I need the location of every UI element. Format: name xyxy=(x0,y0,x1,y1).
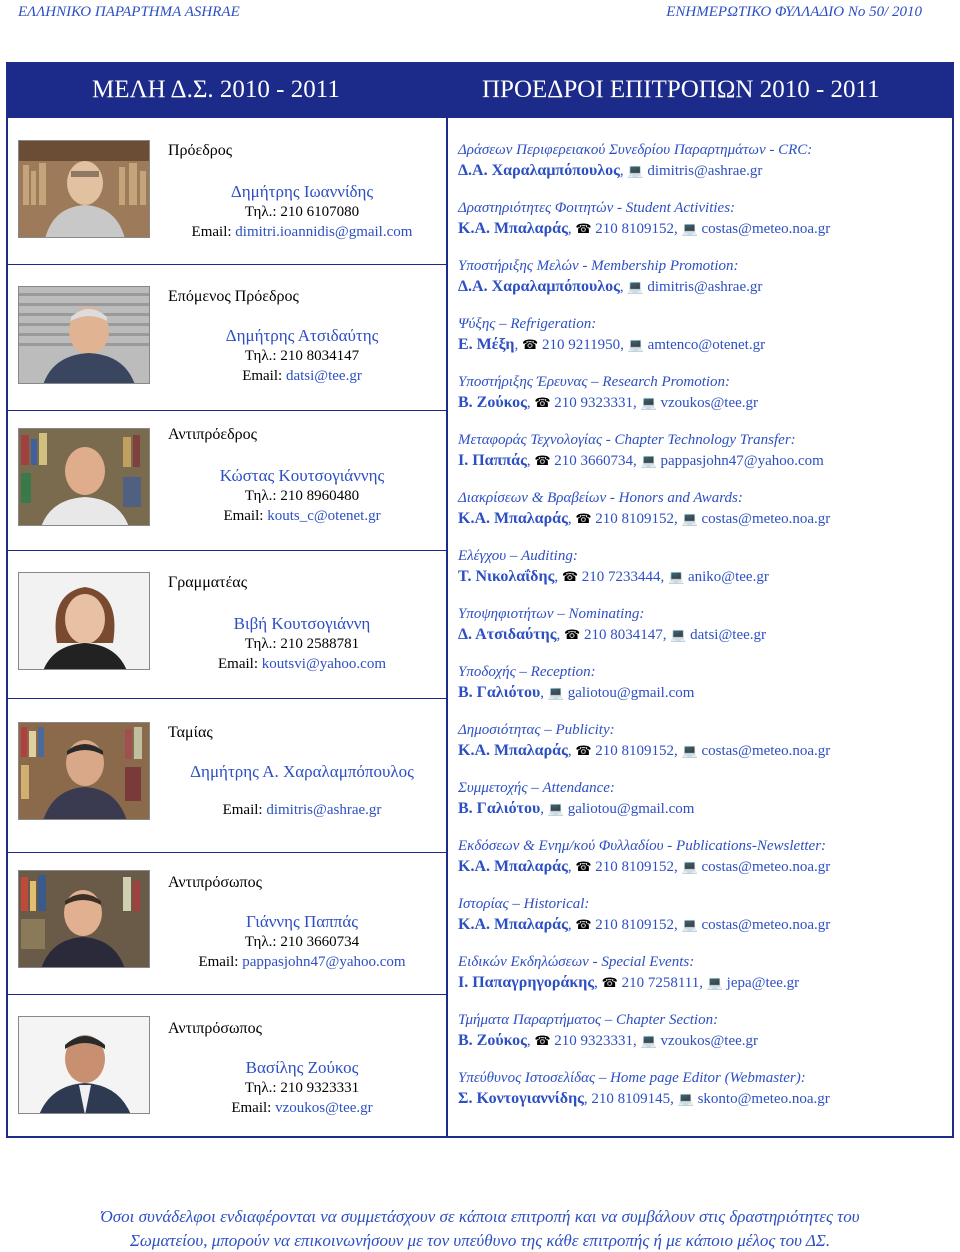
member-role: Επόμενος Πρόεδρος xyxy=(168,288,299,305)
member-photo xyxy=(18,572,150,670)
committee-entry xyxy=(458,778,948,821)
committee-phone: 210 7233444 xyxy=(581,569,661,585)
committee-contact: Ι. Παπαγρηγοράκης, ☎ 210 7258111, 💻 jepa@tee.gr xyxy=(458,974,800,991)
member-phone xyxy=(168,636,436,653)
committee-contact: Κ.Α. Μπαλαράς, ☎ 210 8109152, 💻 costas@meteo.noa.gr xyxy=(458,510,831,527)
computer-icon: 💻 xyxy=(640,396,657,411)
committee-email[interactable]: aniko@tee.gr xyxy=(687,569,769,585)
member-email xyxy=(168,508,436,525)
committee-contact: Δ.Α. Χαραλαμπόπουλος, 💻 dimitris@ashrae.gr xyxy=(458,278,763,295)
committee-entry xyxy=(458,952,948,995)
phone-icon: ☎ xyxy=(575,918,592,933)
committee-email[interactable]: galiotou@gmail.com xyxy=(567,801,695,817)
phone-value: 210 6107080 xyxy=(280,204,360,220)
committee-chair: Ε. Μέξη xyxy=(458,336,515,353)
committee-email[interactable]: vzoukos@tee.gr xyxy=(660,395,759,411)
committee-chair: Κ.Α. Μπαλαράς xyxy=(458,916,568,933)
committee-title: Διακρίσεων & Βραβείων - Honors and Awards: xyxy=(458,490,743,506)
phone-label: Τηλ.: xyxy=(244,934,277,950)
committees-title: ΠΡΟΕΔΡΟΙ ΕΠΙΤΡΟΠΩΝ 2010 - 2011 xyxy=(482,76,880,103)
committee-title: Ιστορίας – Historical: xyxy=(458,896,590,912)
computer-icon: 💻 xyxy=(706,976,723,991)
committee-entry xyxy=(458,546,948,589)
committee-title: Δημοσιότητας – Publicity: xyxy=(458,722,615,738)
email-link[interactable]: koutsvi@yahoo.com xyxy=(261,656,386,672)
phone-value: 210 8034147 xyxy=(280,348,360,364)
committee-title: Τμήματα Παραρτήματος – Chapter Section: xyxy=(458,1012,719,1028)
footer-line-2: Σωματείου, μπορούν να επικοινωνήσουν με τον υπεύθυνο της κάθε επιτροπής ή με κάποιο μέλος του ΔΣ. xyxy=(129,1231,831,1250)
member-representative-2 xyxy=(8,994,446,1136)
email-label: Email: xyxy=(198,954,239,970)
committee-entry xyxy=(458,1068,948,1111)
member-phone xyxy=(168,488,436,505)
committee-entry xyxy=(458,604,948,647)
member-role: Γραμματέας xyxy=(168,574,248,591)
member-phone xyxy=(168,934,436,951)
row-separator xyxy=(8,994,446,995)
phone-icon: ☎ xyxy=(575,512,592,527)
committee-chair: Κ.Α. Μπαλαράς xyxy=(458,220,568,237)
phone-label: Τηλ.: xyxy=(244,204,277,220)
email-link[interactable]: kouts_c@otenet.gr xyxy=(267,508,381,524)
phone-icon: ☎ xyxy=(575,744,592,759)
email-label: Email: xyxy=(231,1100,272,1116)
committee-entry xyxy=(458,1010,948,1053)
member-representative-1 xyxy=(8,852,446,994)
committee-phone: 210 8109152 xyxy=(595,859,675,875)
committee-chair: Ι. Παπαγρηγοράκης xyxy=(458,974,595,991)
member-name: Δημήτρης Ατσιδαύτης xyxy=(225,326,379,345)
committee-contact: Τ. Νικολαΐδης, ☎ 210 7233444, 💻 aniko@tee.gr xyxy=(458,568,769,585)
member-name: Βιβή Κουτσογιάννη xyxy=(233,614,371,633)
phone-icon: ☎ xyxy=(534,1034,551,1049)
email-label: Email: xyxy=(242,368,283,384)
committee-contact: Ε. Μέξη, ☎ 210 9211950, 💻 amtenco@otenet.gr xyxy=(458,336,766,353)
committee-entry xyxy=(458,140,948,183)
phone-icon: ☎ xyxy=(534,454,551,469)
committee-title: Υποψηφιοτήτων – Nominating: xyxy=(458,606,645,622)
member-email xyxy=(168,224,436,241)
committee-phone: 210 9211950 xyxy=(541,337,621,353)
committee-chair: Ι. Παππάς xyxy=(458,452,527,469)
committee-entry xyxy=(458,256,948,299)
committee-contact: Β. Γαλιότου, 💻 galiotou@gmail.com xyxy=(458,800,695,817)
committee-email[interactable]: costas@meteo.noa.gr xyxy=(701,511,831,527)
member-name: Δημήτρης Ιωαννίδης xyxy=(230,182,374,201)
committee-email[interactable]: dimitris@ashrae.gr xyxy=(647,163,763,179)
email-link[interactable]: datsi@tee.gr xyxy=(285,368,362,384)
committee-chair: Β. Ζούκος xyxy=(458,394,527,411)
committee-entry xyxy=(458,894,948,937)
committee-title: Ψύξης – Refrigeration: xyxy=(458,316,597,332)
committee-contact: Β. Γαλιότου, 💻 galiotou@gmail.com xyxy=(458,684,695,701)
committee-chair: Κ.Α. Μπαλαράς xyxy=(458,742,568,759)
row-separator xyxy=(8,852,446,853)
computer-icon: 💻 xyxy=(681,918,698,933)
committee-phone: 210 9323331 xyxy=(554,395,634,411)
committee-title: Δράσεων Περιφερειακού Συνεδρίου Παραρτημάτων - CRC: xyxy=(458,142,813,158)
phone-icon: ☎ xyxy=(521,338,539,353)
committee-title: Υπεύθυνος Ιστοσελίδας – Home page Editor (Webmaster): xyxy=(458,1070,806,1086)
computer-icon: 💻 xyxy=(640,454,657,469)
member-name: Βασίλης Ζούκος xyxy=(245,1058,359,1077)
member-email xyxy=(168,656,436,673)
committee-email[interactable]: galiotou@gmail.com xyxy=(567,685,695,701)
member-name: Δημήτρης Α. Χαραλαμπόπουλος xyxy=(190,762,414,781)
committee-title: Δραστηριότητες Φοιτητών - Student Activities: xyxy=(458,200,736,216)
committee-email[interactable]: pappasjohn47@yahoo.com xyxy=(660,453,824,469)
content-frame xyxy=(6,62,954,1138)
phone-label: Τηλ.: xyxy=(244,1080,277,1096)
committee-contact: Κ.Α. Μπαλαράς, ☎ 210 8109152, 💻 costas@meteo.noa.gr xyxy=(458,220,831,237)
committee-chair: Κ.Α. Μπαλαράς xyxy=(458,510,568,527)
footer-note xyxy=(0,1205,960,1252)
committee-title: Εκδόσεων & Ενημ/κού Φυλλαδίου - Publications-Newsletter: xyxy=(458,838,827,854)
committee-email[interactable]: skonto@meteo.noa.gr xyxy=(697,1091,830,1107)
member-photo xyxy=(18,722,150,820)
committee-entry xyxy=(458,662,948,705)
member-phone xyxy=(168,1080,436,1097)
member-role: Αντιπρόσωπος xyxy=(168,1020,262,1037)
committee-email[interactable]: vzoukos@tee.gr xyxy=(660,1033,759,1049)
member-email xyxy=(168,802,436,819)
email-link[interactable]: pappasjohn47@yahoo.com xyxy=(242,954,406,970)
computer-icon: 💻 xyxy=(627,164,644,179)
committee-email[interactable]: costas@meteo.noa.gr xyxy=(701,917,831,933)
committee-contact: Δ. Ατσιδαύτης, ☎ 210 8034147, 💻 datsi@tee.gr xyxy=(458,626,767,643)
committee-phone: 210 8109145 xyxy=(591,1091,671,1107)
member-treasurer xyxy=(8,698,446,852)
member-photo xyxy=(18,428,150,526)
committee-chair: Β. Ζούκος xyxy=(458,1032,527,1049)
member-role: Αντιπρόεδρος xyxy=(168,426,257,443)
member-name: Κώστας Κουτσογιάννης xyxy=(219,466,385,485)
member-president-elect xyxy=(8,264,446,410)
phone-icon: ☎ xyxy=(601,976,618,991)
member-role: Πρόεδρος xyxy=(168,142,233,159)
phone-value: 210 3660734 xyxy=(280,934,360,950)
committee-contact: Δ.Α. Χαραλαμπόπουλος, 💻 dimitris@ashrae.gr xyxy=(458,162,763,179)
computer-icon: 💻 xyxy=(681,744,698,759)
committee-chair: Σ. Κοντογιαννίδης xyxy=(458,1090,584,1107)
computer-icon: 💻 xyxy=(670,628,687,643)
committee-title: Ειδικών Εκδηλώσεων - Special Events: xyxy=(458,954,695,970)
committee-email[interactable]: datsi@tee.gr xyxy=(690,627,767,643)
committee-email[interactable]: jepa@tee.gr xyxy=(726,975,800,991)
member-secretary xyxy=(8,550,446,698)
member-photo xyxy=(18,286,150,384)
member-photo xyxy=(18,1016,150,1114)
computer-icon: 💻 xyxy=(547,802,564,817)
phone-icon: ☎ xyxy=(575,860,592,875)
header-right: ΕΝΗΜΕΡΩΤΙΚΟ ΦΥΛΛΑΔΙΟ Νο 50/ 2010 xyxy=(666,4,922,20)
email-link[interactable]: dimitri.ioannidis@gmail.com xyxy=(235,224,413,240)
phone-label: Τηλ.: xyxy=(244,348,277,364)
member-phone xyxy=(168,348,436,365)
computer-icon: 💻 xyxy=(681,222,698,237)
email-link[interactable]: vzoukos@tee.gr xyxy=(275,1100,373,1116)
committee-phone: 210 8109152 xyxy=(595,743,675,759)
committee-title: Υποστήριξης Έρευνας – Research Promotion: xyxy=(458,374,731,390)
committee-contact: Σ. Κοντογιαννίδης, 210 8109145, 💻 skonto@meteo.noa.gr xyxy=(458,1090,830,1107)
committee-phone: 210 7258111 xyxy=(621,975,700,991)
row-separator xyxy=(8,550,446,551)
member-email xyxy=(168,1100,436,1117)
email-label: Email: xyxy=(191,224,232,240)
computer-icon: 💻 xyxy=(627,338,644,353)
committee-title: Υποστήριξης Μελών - Membership Promotion: xyxy=(458,258,739,274)
email-label: Email: xyxy=(223,508,264,524)
committee-chair: Τ. Νικολαΐδης xyxy=(458,568,555,585)
committee-chair: Δ.Α. Χαραλαμπόπουλος xyxy=(458,278,620,295)
phone-icon: ☎ xyxy=(561,570,579,585)
committee-email[interactable]: costas@meteo.noa.gr xyxy=(701,221,831,237)
member-vice-president xyxy=(8,410,446,550)
member-email xyxy=(168,368,436,385)
member-name: Γιάννης Παππάς xyxy=(246,912,358,931)
committee-email[interactable]: costas@meteo.noa.gr xyxy=(701,859,831,875)
member-photo xyxy=(18,140,150,238)
committee-chair: Β. Γαλιότου xyxy=(458,684,541,701)
committee-chair: Κ.Α. Μπαλαράς xyxy=(458,858,568,875)
row-separator xyxy=(8,698,446,699)
committee-entry xyxy=(458,372,948,415)
computer-icon: 💻 xyxy=(677,1092,694,1107)
committee-phone: 210 3660734 xyxy=(554,453,634,469)
computer-icon: 💻 xyxy=(547,686,564,701)
phone-icon: ☎ xyxy=(534,396,551,411)
committee-entry xyxy=(458,836,948,879)
committee-contact: Β. Ζούκος, ☎ 210 9323331, 💻 vzoukos@tee.gr xyxy=(458,394,759,411)
computer-icon: 💻 xyxy=(627,280,644,295)
header-left: ΕΛΛΗΝΙΚΟ ΠΑΡΑΡΤΗΜΑ ASHRAE xyxy=(18,4,240,20)
committee-phone: 210 8109152 xyxy=(595,917,675,933)
member-president xyxy=(8,118,446,264)
phone-icon: ☎ xyxy=(575,222,592,237)
phone-icon: ☎ xyxy=(564,628,581,643)
row-separator xyxy=(8,264,446,265)
committee-title: Μεταφοράς Τεχνολογίας - Chapter Technology Transfer: xyxy=(458,432,796,448)
committee-title: Υποδοχής – Reception: xyxy=(458,664,596,680)
committee-entry xyxy=(458,488,948,531)
computer-icon: 💻 xyxy=(640,1034,657,1049)
committee-entry xyxy=(458,314,948,357)
committee-entry xyxy=(458,198,948,241)
committee-chair: Δ.Α. Χαραλαμπόπουλος xyxy=(458,162,620,179)
committee-phone: 210 8109152 xyxy=(595,221,675,237)
phone-value: 210 2588781 xyxy=(280,636,360,652)
phone-value: 210 9323331 xyxy=(280,1080,360,1096)
email-label: Email: xyxy=(222,802,263,818)
email-label: Email: xyxy=(218,656,259,672)
member-role: Αντιπρόσωπος xyxy=(168,874,262,891)
committee-chair: Β. Γαλιότου xyxy=(458,800,541,817)
committee-contact: Β. Ζούκος, ☎ 210 9323331, 💻 vzoukos@tee.gr xyxy=(458,1032,759,1049)
committee-title: Ελέγχου – Auditing: xyxy=(458,548,578,564)
member-role: Ταμίας xyxy=(168,724,213,741)
phone-label: Τηλ.: xyxy=(244,636,277,652)
committee-phone: 210 9323331 xyxy=(554,1033,634,1049)
member-email xyxy=(168,954,436,971)
email-link[interactable]: dimitris@ashrae.gr xyxy=(266,802,382,818)
footer-line-1: Όσοι συνάδελφοι ενδιαφέρονται να συμμετάσχουν σε κάποια επιτροπή και να συμβάλουν στις δραστηριότητες του xyxy=(100,1207,860,1226)
title-banner xyxy=(8,64,952,118)
row-separator xyxy=(8,410,446,411)
member-phone xyxy=(168,204,436,221)
committee-contact: Ι. Παππάς, ☎ 210 3660734, 💻 pappasjohn47@yahoo.com xyxy=(458,452,824,469)
computer-icon: 💻 xyxy=(681,512,698,527)
committee-contact: Κ.Α. Μπαλαράς, ☎ 210 8109152, 💻 costas@meteo.noa.gr xyxy=(458,916,831,933)
committee-chair: Δ. Ατσιδαύτης xyxy=(458,626,557,643)
committee-phone: 210 8109152 xyxy=(595,511,675,527)
board-title: ΜΕΛΗ Δ.Σ. 2010 - 2011 xyxy=(92,76,340,103)
column-divider xyxy=(446,118,448,1136)
committee-phone: 210 8034147 xyxy=(583,627,663,643)
committee-email[interactable]: dimitris@ashrae.gr xyxy=(647,279,763,295)
committee-email[interactable]: costas@meteo.noa.gr xyxy=(701,743,831,759)
committee-email[interactable]: amtenco@otenet.gr xyxy=(647,337,766,353)
committee-contact: Κ.Α. Μπαλαράς, ☎ 210 8109152, 💻 costas@meteo.noa.gr xyxy=(458,742,831,759)
committee-entry xyxy=(458,720,948,763)
committee-title: Συμμετοχής – Attendance: xyxy=(458,780,615,796)
member-photo xyxy=(18,870,150,968)
phone-label: Τηλ.: xyxy=(244,488,277,504)
phone-value: 210 8960480 xyxy=(280,488,360,504)
computer-icon: 💻 xyxy=(681,860,698,875)
committee-entry xyxy=(458,430,948,473)
computer-icon: 💻 xyxy=(668,570,685,585)
committee-contact: Κ.Α. Μπαλαράς, ☎ 210 8109152, 💻 costas@meteo.noa.gr xyxy=(458,858,831,875)
